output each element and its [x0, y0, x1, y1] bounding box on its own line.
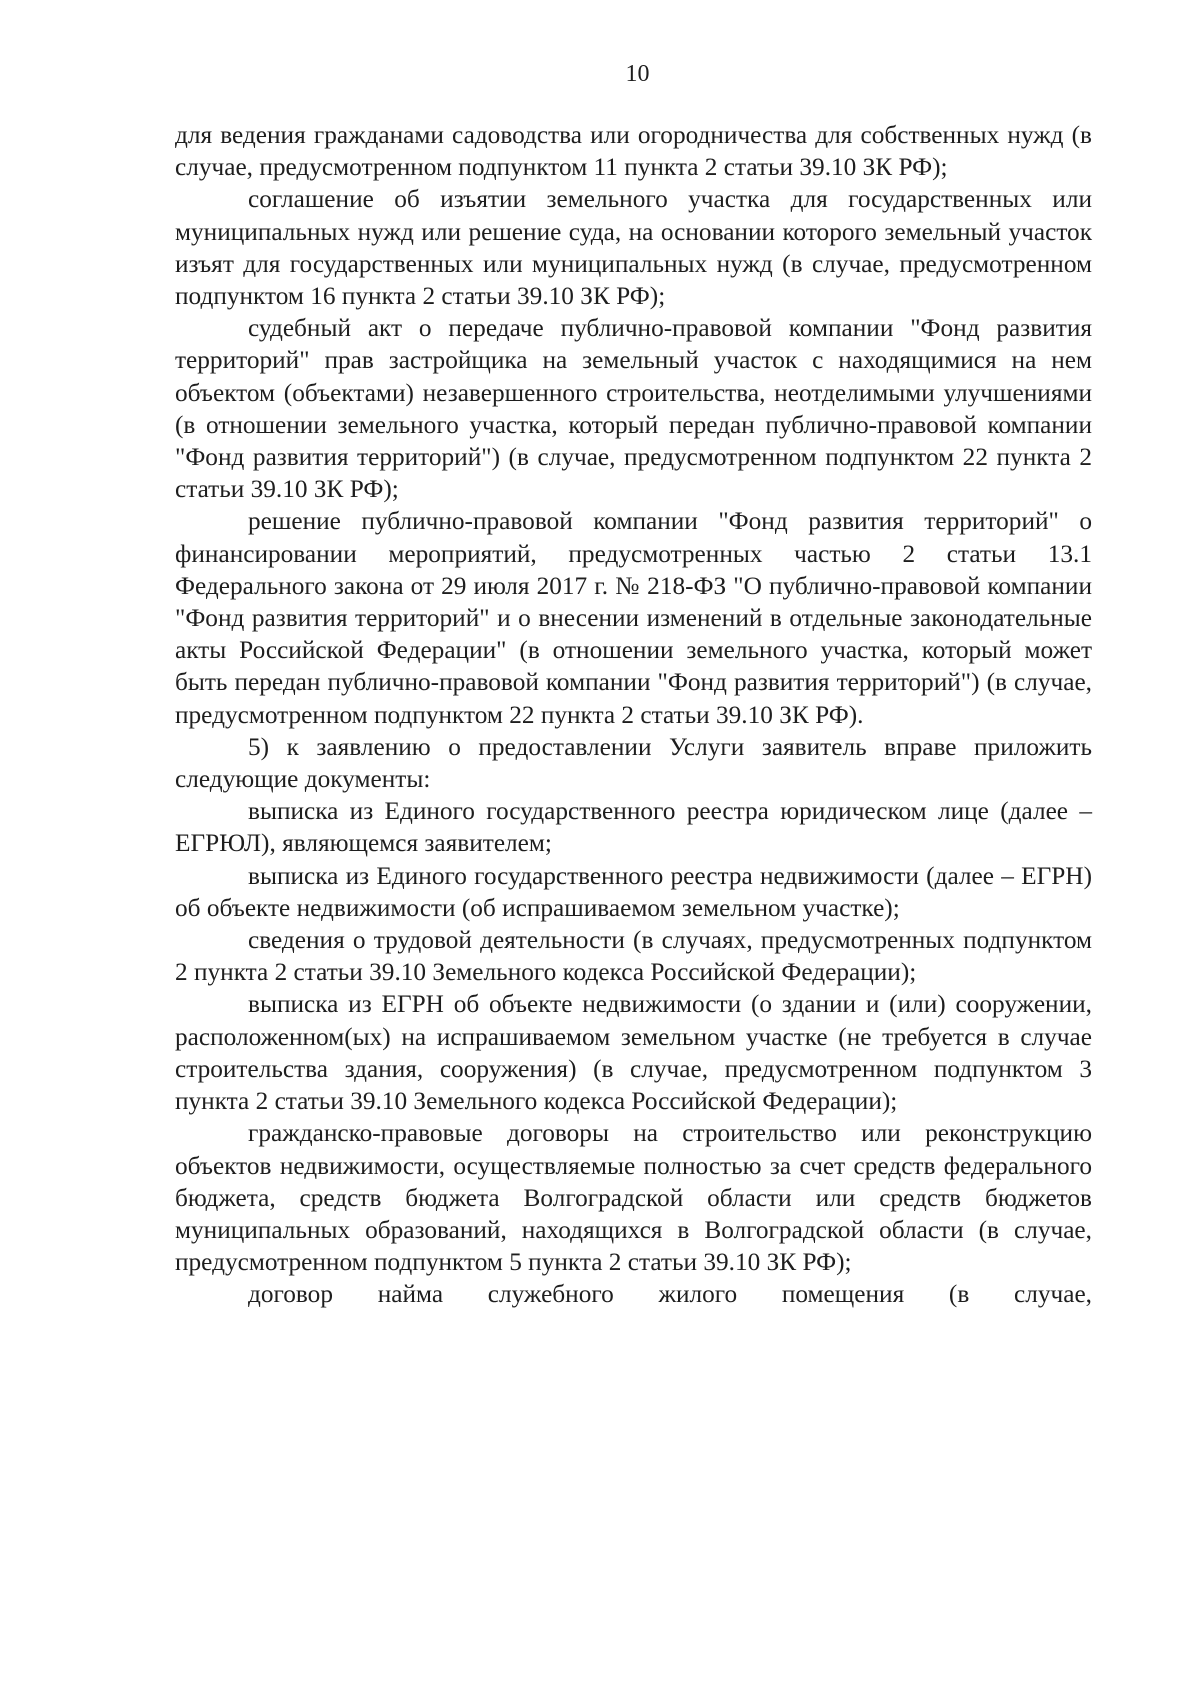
paragraph-item-5: 5) к заявлению о предоставлении Услуги заявитель вправе приложить следующие документы:	[175, 732, 1092, 794]
paragraph-seizure-agreement: соглашение об изъятии земельного участка для государственных или муниципальных нужд или решение суда, на основании которого земельный участок изъят для государственных или муниципальных нужд (в случае, предусмотренном подпунктом 16 пункта 2 статьи 39.10 ЗК РФ);	[175, 185, 1092, 311]
page-number: 10	[625, 61, 650, 87]
paragraph-fund-decision: решение публично-правовой компании "Фонд развития территорий" о финансировании мероприятий, предусмотренных частью 2 статьи 13.1 Федерального закона от 29 июля 2017 г. № 218-ФЗ "О публично-правовой компании "Фонд развития территорий" и о внесении изменений в отдельные законодательные акты Российской Федерации" (в отношении земельного участка, который может быть передан публично-правовой компании "Фонд развития территорий") (в случае, предусмотренном подпунктом 22 пункта 2 статьи 39.10 ЗК РФ).	[175, 507, 1092, 729]
paragraph-egrul-extract: выписка из Единого государственного реестра юридическом лице (далее – ЕГРЮЛ), являющемся заявителем;	[175, 797, 1092, 858]
paragraph-egrn-extract: выписка из Единого государственного реестра недвижимости (далее – ЕГРН) об объекте недвижимости (об испрашиваемом земельном участке);	[175, 861, 1092, 922]
document-body	[175, 119, 1092, 1311]
paragraph-civil-contracts: гражданско-правовые договоры на строительство или реконструкцию объектов недвижимости, осуществляемые полностью за счет средств федерального бюджета, средств бюджета Волгоградской области или средств бюджетов муниципальных образований, находящихся в Волгоградской области (в случае, предусмотренном подпунктом 5 пункта 2 статьи 39.10 ЗК РФ);	[175, 1119, 1092, 1277]
paragraph-court-act: судебный акт о передаче публично-правовой компании "Фонд развития территорий" прав застройщика на земельный участок с находящимися на нем объектом (объектами) незавершенного строительства, неотделимыми улучшениями (в отношении земельного участка, который передан публично-правовой компании "Фонд развития территорий") (в случае, предусмотренном подпунктом 22 пункта 2 статьи 39.10 ЗК РФ);	[175, 314, 1092, 504]
paragraph-continuation: для ведения гражданами садоводства или огородничества для собственных нужд (в случае, предусмотренном подпунктом 11 пункта 2 статьи 39.10 ЗК РФ);	[175, 121, 1092, 182]
paragraph-lease-contract: договор найма служебного жилого помещения (в случае,	[248, 1280, 1092, 1309]
paragraph-egrn-building: выписка из ЕГРН об объекте недвижимости (о здании и (или) сооружении, расположенном(ых) на испрашиваемом земельном участке (не требуется в случае строительства здания, сооружения) (в случае, предусмотренном подпунктом 3 пункта 2 статьи 39.10 Земельного кодекса Российской Федерации);	[175, 990, 1092, 1116]
paragraph-labor-info: сведения о трудовой деятельности (в случаях, предусмотренных подпунктом 2 пункта 2 статьи 39.10 Земельного кодекса Российской Федерации);	[175, 926, 1092, 987]
